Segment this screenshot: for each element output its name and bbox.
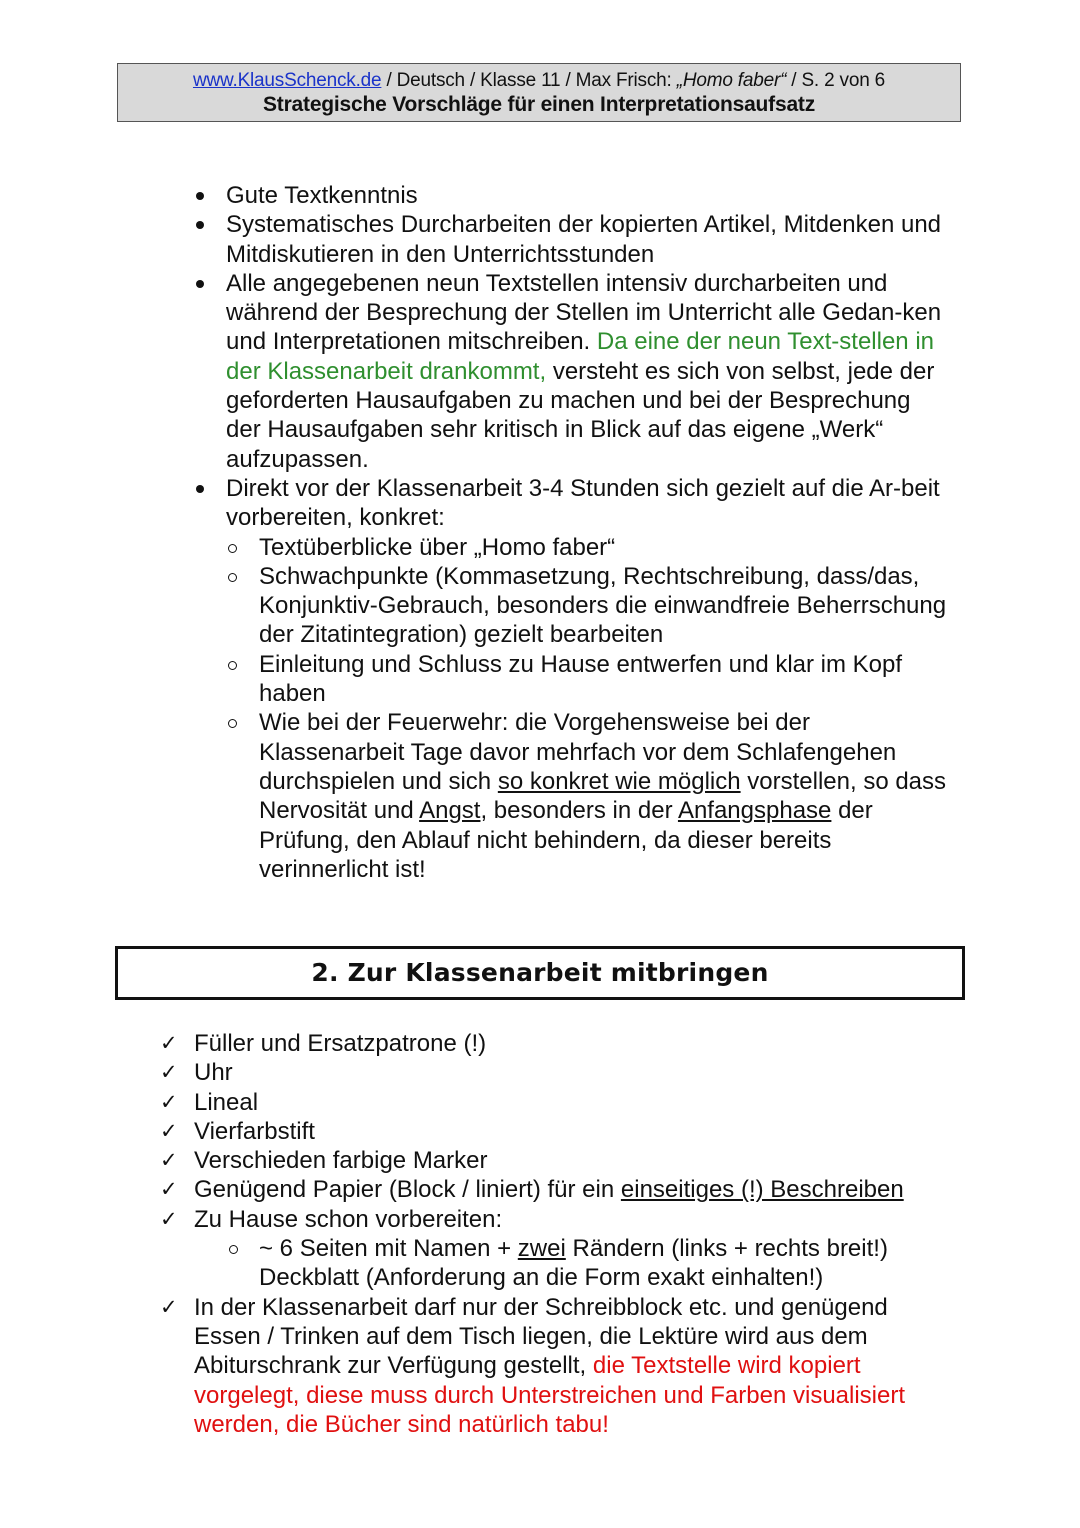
header-page-count: / S. 2 von 6 (786, 70, 886, 91)
circle-bullet-icon (229, 1245, 238, 1254)
bullet-list (0, 181, 1080, 884)
sub-list-item: Wie bei der Feuerwehr: die Vorgehensweise bei der Klassenarbeit Tage davor mehrfach vor dem Schlafengehen durchspielen und sich so konkret wie möglich vorstellen, so dass Nervosität und Angst, besonders in der Anfangsphase der Prüfung, den Ablauf nicht behindern, da dieser bereits verinnerlicht ist! (226, 708, 950, 884)
main-content (0, 181, 1080, 884)
check-item: ✓ Genügend Papier (Block / liniert) für ein einseitiges (!) Beschreiben (160, 1176, 904, 1204)
check-item: ✓ Vierfarbstift (160, 1117, 315, 1145)
header-subtitle: Strategische Vorschläge für einen Interpretationsaufsatz (262, 93, 816, 116)
sub-list-item: ~ 6 Seiten mit Namen + zwei Rändern (links + rechts breit!) Deckblatt (Anforderung an die Form exakt einhalten!) (194, 1234, 960, 1293)
list-item: Direkt vor der Klassenarbeit 3-4 Stunden sich gezielt auf die Ar-beit vorbereiten, konkret: Textüberblicke über „Homo faber“ Schwachpunkte (Kommasetzung, Rechtschreibung, dass/das, Konjunktiv-Gebrauch, besonders die einwandfreie Beherrschung der Zitatintegration) gezielt bearbeiten Einleitung und Schluss zu Hause entwerfen und klar im Kopf haben Wie bei der Feuerwehr: die Vorgehensweise bei der Klassenarbeit Tage davor mehrfach vor dem Schlafengehen durchspielen und sich so konkret wie möglich vorstellen, so dass Nervosität und Angst, besonders in der Anfangsphase der Prüfung, den Ablauf nicht behindern, da dieser bereits verinnerlicht ist! (0, 474, 1080, 884)
bullet-icon (196, 221, 204, 229)
book-title: „Homo faber“ (676, 70, 787, 91)
sub-list-item: Textüberblicke über „Homo faber“ (226, 533, 950, 562)
section-title: 2. Zur Klassenarbeit mitbringen (311, 958, 769, 987)
list-item: Alle angegebenen neun Textstellen intensiv durcharbeiten und während der Besprechung der Stellen im Unterricht alle Gedan-ken und Interpretationen mitschreiben. Da eine der neun Text-stellen in der Klassenarbeit drankommt, versteht es sich von selbst, jede der geforderten Hausaufgaben zu machen und bei der Besprechung der Hausaufgaben sehr kritisch in Blick auf das eigene „Werk“ aufzupassen. (0, 269, 1080, 474)
circle-bullet-icon (228, 719, 237, 728)
checkmark-icon: ✓ (160, 1177, 178, 1202)
circle-bullet-icon (228, 573, 237, 582)
checklist (0, 1029, 1080, 1439)
list-item: Gute Textkenntnis (0, 181, 1080, 210)
checkmark-icon: ✓ (160, 1118, 178, 1143)
check-item: ✓ Lineal (160, 1088, 259, 1116)
checkmark-icon: ✓ (160, 1294, 178, 1319)
highlight-green: Da eine der neun Text-stellen in der Klassenarbeit drankommt, (226, 328, 934, 385)
check-item: ✓ Füller und Ersatzpatrone (!) (160, 1030, 487, 1057)
check-list (0, 1029, 1080, 1439)
bullet-icon (196, 192, 204, 200)
sub-list-item: Einleitung und Schluss zu Hause entwerfen und klar im Kopf haben (226, 650, 950, 709)
checkmark-icon: ✓ (160, 1148, 178, 1173)
site-link[interactable]: www.KlausSchenck.de (192, 70, 382, 91)
checkmark-icon: ✓ (160, 1089, 178, 1114)
header-breadcrumb (118, 69, 960, 93)
circle-bullet-icon (228, 544, 237, 553)
list-item: Systematisches Durcharbeiten der kopierten Artikel, Mitdenken und Mitdiskutieren in den Unterrichtsstunden (0, 210, 1080, 269)
section-heading-box (115, 946, 965, 1000)
check-item: ✓ Zu Hause schon vorbereiten: ~ 6 Seiten mit Namen + zwei Rändern (links + rechts breit!) Deckblatt (Anforderung an die Form exakt einhalten!) (0, 1205, 1080, 1293)
sub-list (194, 1234, 960, 1293)
check-item: ✓ Uhr (160, 1059, 233, 1087)
checkmark-icon: ✓ (160, 1206, 178, 1231)
checkmark-icon: ✓ (160, 1060, 178, 1085)
check-item: ✓ Verschieden farbige Marker (160, 1147, 488, 1175)
highlight-red: die Textstelle wird kopiert vorgelegt, diese muss durch Unterstreichen und Farben visualisiert werden, die Bücher sind natürlich tabu! (194, 1352, 906, 1438)
page-header (117, 63, 961, 122)
checkmark-icon: ✓ (160, 1031, 178, 1055)
sub-list (226, 533, 950, 885)
bullet-icon (196, 485, 204, 493)
circle-bullet-icon (228, 661, 237, 670)
bullet-icon (196, 280, 204, 288)
check-item: ✓ In der Klassenarbeit darf nur der Schreibblock etc. und genügend Essen / Trinken auf dem Tisch liegen, die Lektüre wird aus dem Abiturschrank zur Verfügung gestellt, die Textstelle wird kopiert vorgelegt, diese muss durch Unterstreichen und Farben visualisiert werden, die Bücher sind natürlich tabu! (160, 1293, 906, 1438)
sub-list-item: Schwachpunkte (Kommasetzung, Rechtschreibung, dass/das, Konjunktiv-Gebrauch, besonders die einwandfreie Beherrschung der Zitatintegration) gezielt bearbeiten (226, 562, 950, 650)
header-path: / Deutsch / Klasse 11 / Max Frisch: (381, 70, 677, 91)
